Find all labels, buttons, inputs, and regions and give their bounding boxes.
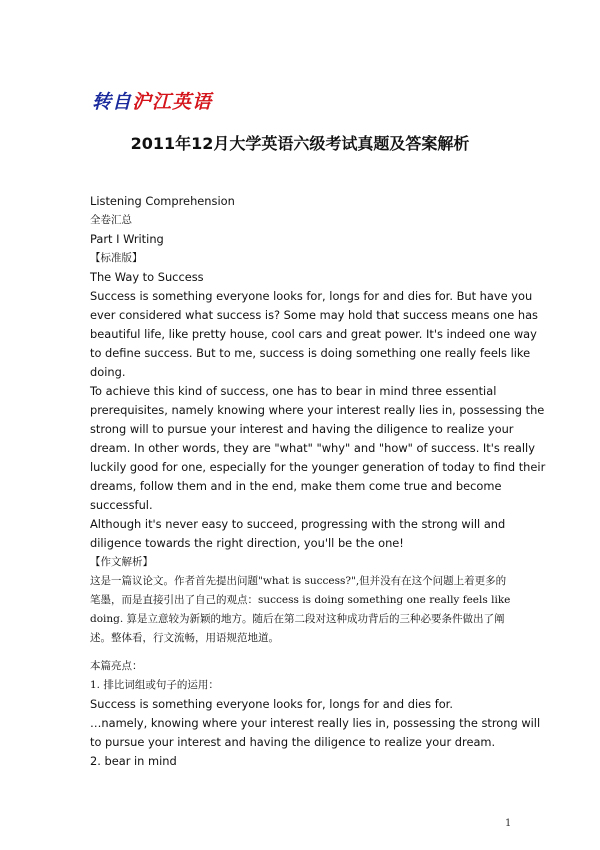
essay-title: The Way to Success xyxy=(90,270,204,284)
version-label: 【标准版】 xyxy=(90,252,143,264)
page-number: 1 xyxy=(505,818,512,829)
document-body xyxy=(90,192,546,771)
essay-line: To achieve this kind of success, one has to bear in mind three essential xyxy=(90,384,497,398)
paragraph-gap xyxy=(90,648,530,657)
essay-line: prerequisites, namely knowing where your interest really lies in, possessing the xyxy=(90,403,545,417)
logo-prefix: 转自 xyxy=(92,91,133,113)
essay-line: dream. In other words, they are "what" "why" and "how" of success. It's really xyxy=(90,441,535,455)
analysis-label: 【作文解析】 xyxy=(90,556,153,568)
document-title: 2011年12月大学英语六级考试真题及答案解析 xyxy=(130,134,470,153)
essay-line: Although it's never easy to succeed, progressing with the strong will and xyxy=(90,517,506,531)
analysis-line: doing. 算是立意较为新颖的地方。随后在第二段对这种成功背后的三种必要条件做出了阐 xyxy=(90,613,505,625)
essay-line: dreams, follow them and in the end, make them come true and become xyxy=(90,479,502,493)
highlight-item: 1. 排比词组或句子的运用： xyxy=(90,679,219,691)
essay-line: strong will to pursue your interest and having the diligence to realize your xyxy=(90,422,514,436)
analysis-line: 述。整体看，行文流畅，用语规范地道。 xyxy=(90,632,279,644)
analysis-line: 笔墨，而是直接引出了自己的观点：success is doing something one really feels like xyxy=(90,594,511,606)
source-logo xyxy=(92,86,212,114)
essay-line: diligence towards the right direction, you'll be the one! xyxy=(90,536,404,550)
highlights-label: 本篇亮点： xyxy=(90,660,143,672)
highlight-example: to pursue your interest and having the diligence to realize your dream. xyxy=(90,735,496,749)
highlight-item: 2. bear in mind xyxy=(90,754,177,768)
highlight-example: …namely, knowing where your interest really lies in, possessing the strong will xyxy=(90,716,541,730)
highlight-example: Success is something everyone looks for, longs for and dies for. xyxy=(90,697,453,711)
section-heading: Listening Comprehension xyxy=(90,194,235,208)
essay-line: Success is something everyone looks for, longs for and dies for. But have you xyxy=(90,289,533,303)
essay-line: luckily good for one, especially for the younger generation of today to find their xyxy=(90,460,546,474)
essay-line: doing. xyxy=(90,365,126,379)
essay-line: ever considered what success is? Some may hold that success means one has xyxy=(90,308,538,322)
section-subheading: 全卷汇总 xyxy=(90,214,132,226)
essay-line: beautiful life, like pretty house, cool cars and great power. It's indeed one way xyxy=(90,327,537,341)
analysis-line: 这是一篇议论文。作者首先提出问题"what is success?",但并没有在这个问题上着更多的 xyxy=(90,575,507,587)
part-heading: Part I Writing xyxy=(90,232,164,246)
essay-line: successful. xyxy=(90,498,153,512)
logo-brand: 沪江英语 xyxy=(132,91,213,113)
essay-line: to define success. But to me, success is doing something one really feels like xyxy=(90,346,531,360)
